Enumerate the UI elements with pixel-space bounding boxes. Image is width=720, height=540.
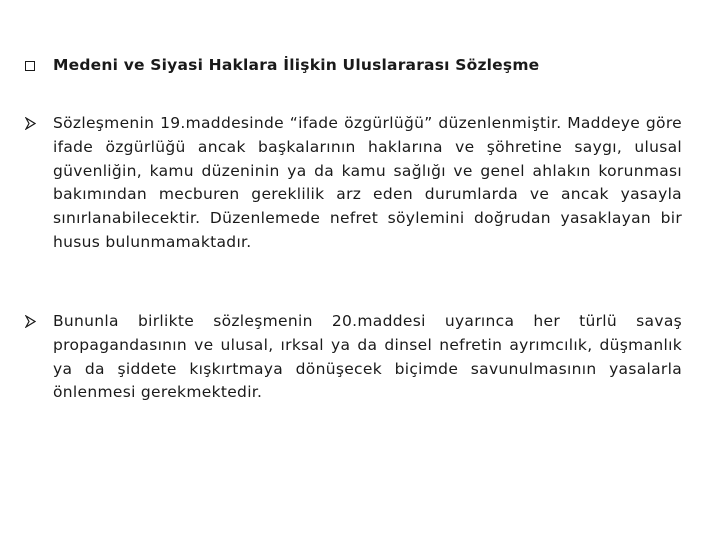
paragraph-article-19: Sözleşmenin 19.maddesinde “ifade özgürlüğü” düzenlenmiştir. Maddeye göre ifade özgürlüğü ancak başkalarının haklarına ve şöhretine saygı, ulusal güvenliğin, kamu düzeninin ya da kamu sağlığı ve genel ahlakın korunması bakımından mecburen gereklilik arz eden durumlarda ve ancak yasayla sınırlanabilecektir. Düzenlemede nefret söylemini doğrudan yasaklayan bir husus bulunmamaktadır. [53,114,682,251]
heading-item [22,54,682,78]
slide-heading: Medeni ve Siyasi Haklara İlişkin Uluslararası Sözleşme [53,56,540,74]
square-outline-icon [25,61,35,71]
paragraph-article-20: Bununla birlikte sözleşmenin 20.maddesi uyarınca her türlü savaş propagandasının ve ulusal, ırksal ya da dinsel nefretin ayrımcılık, düşmanlık ya da şiddete kışkırtmaya dönüşecek biçimde savunulmasının yasalarla önlenmesi gerekmektedir. [53,312,682,402]
arrowhead-icon [25,315,36,328]
bullet-item [22,112,682,255]
item-bullet [22,310,53,328]
item-bullet [22,112,53,130]
heading-bullet [22,54,53,71]
bullet-item [22,310,682,405]
arrowhead-icon [25,117,36,130]
